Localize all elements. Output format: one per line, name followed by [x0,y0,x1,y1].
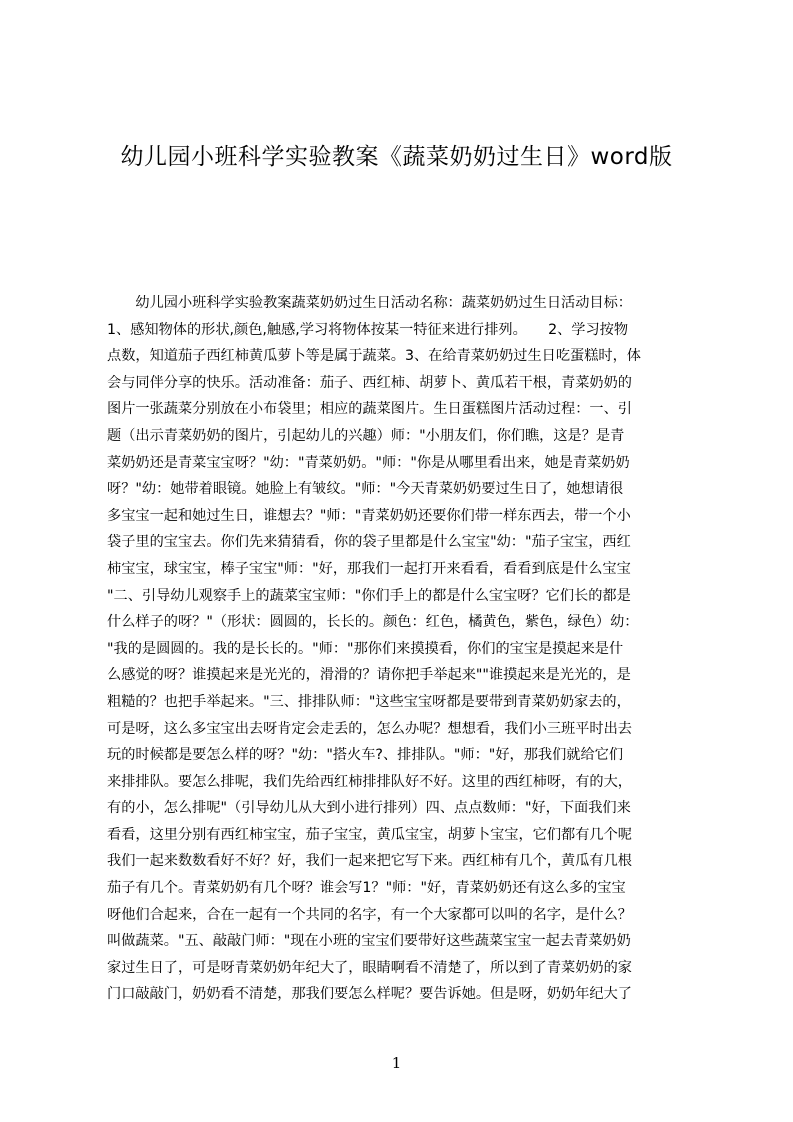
text-line: 菜奶奶还是青菜宝宝呀？"幼："青菜奶奶。"师："你是从哪里看出来，她是青菜奶奶 [107,454,630,471]
text-line: 家过生日了，可是呀青菜奶奶年纪大了，眼睛啊看不清楚了，所以到了青菜奶奶的家 [107,959,632,976]
text-line: 茄子有几个。青菜奶奶有几个呀？谁会写1？"师："好，青菜奶奶还有这么多的宝宝 [107,880,626,897]
page-number: 1 [391,1054,402,1072]
text-line: 叫做蔬菜。"五、敲敲门师："现在小班的宝宝们要带好这些蔬菜宝宝一起去青菜奶奶 [107,933,631,950]
text-line: 么感觉的呀？谁摸起来是光光的，滑滑的？请你把手举起来""谁摸起来是光光的，是 [107,667,631,684]
text-line: 呀？"幼：她带着眼镜。她脸上有皱纹。"师："今天青菜奶奶要过生日了，她想请很 [107,481,624,498]
text-line: 幼儿园小班科学实验教案蔬菜奶奶过生日活动名称：蔬菜奶奶过生日活动目标： [107,295,632,311]
text-line: 可是呀，这么多宝宝出去呀肯定会走丢的，怎么办呢？想想看，我们小三班平时出去 [107,720,632,737]
text-line: 图片一张蔬菜分别放在小布袋里；相应的蔬菜图片。生日蛋糕图片活动过程：一、引 [107,401,632,418]
text-line: 我们一起来数数看好不好？好，我们一起来把它写下来。西红柿有几个，黄瓜有几根 [107,853,632,870]
text-line: 柿宝宝，球宝宝，棒子宝宝"师："好，那我们一起打开来看看，看看到底是什么宝宝 [107,560,631,577]
text-line: 有的小，怎么排呢"（引导幼儿从大到小进行排列）四、点点数师："好，下面我们来 [107,800,631,817]
text-line: 题（出示青菜奶奶的图片，引起幼儿的兴趣）师："小朋友们，你们瞧，这是？是青 [107,427,625,444]
text-line: 袋子里的宝宝去。你们先来猜猜看，你的袋子里都是什么宝宝"幼："茄子宝宝，西红 [107,534,631,551]
document-title: 幼儿园小班科学实验教案《蔬菜奶奶过生日》word版 [120,144,673,170]
text-line: 什么样子的呀？"（形状：圆圆的，长长的。颜色：红色，橘黄色，紫色，绿色）幼： [107,614,639,631]
text-line: 会与同伴分享的快乐。活动准备：茄子、西红柿、胡萝卜、黄瓜若干根，青菜奶奶的 [107,374,632,391]
text-line: 点数，知道茄子西红柿黄瓜萝卜等是属于蔬菜。3、在给青菜奶奶过生日吃蛋糕时，体 [107,348,641,365]
text-line: "我的是圆圆的。我的是长长的。"师："那你们来摸摸看，你们的宝宝是摸起来是什 [107,640,624,657]
text-line: 1、感知物体的形状,颜色,触感,学习将物体按某一特征来进行排列。 2、学习按物 [107,321,629,338]
text-line: 看看，这里分别有西红柿宝宝，茄子宝宝，黄瓜宝宝，胡萝卜宝宝，它们都有几个呢 [107,826,632,843]
text-line: 玩的时候都是要怎么样的呀？"幼："搭火车?、排排队。"师："好，那我们就给它们 [107,747,624,764]
text-line: 粗糙的？也把手举起来。"三、排排队师："这些宝宝呀都是要带到青菜奶奶家去的， [107,693,631,710]
text-line: 呀他们合起来，合在一起有一个共同的名字，有一个大家都可以叫的名字，是什么？ [107,906,632,923]
text-line: 门口敲敲门，奶奶看不清楚，那我们要怎么样呢？要告诉她。但是呀，奶奶年纪大了 [107,986,632,1003]
text-line: "二、引导幼儿观察手上的蔬菜宝宝师："你们手上的都是什么宝宝呀？它们长的都是 [107,587,631,604]
text-line: 来排排队。要怎么排呢，我们先给西红柿排排队好不好。这里的西红柿呀，有的大， [107,773,632,790]
document-body [107,290,697,1008]
text-line: 多宝宝一起和她过生日，谁想去？"师："青菜奶奶还要你们带一样东西去，带一个小 [107,507,631,524]
